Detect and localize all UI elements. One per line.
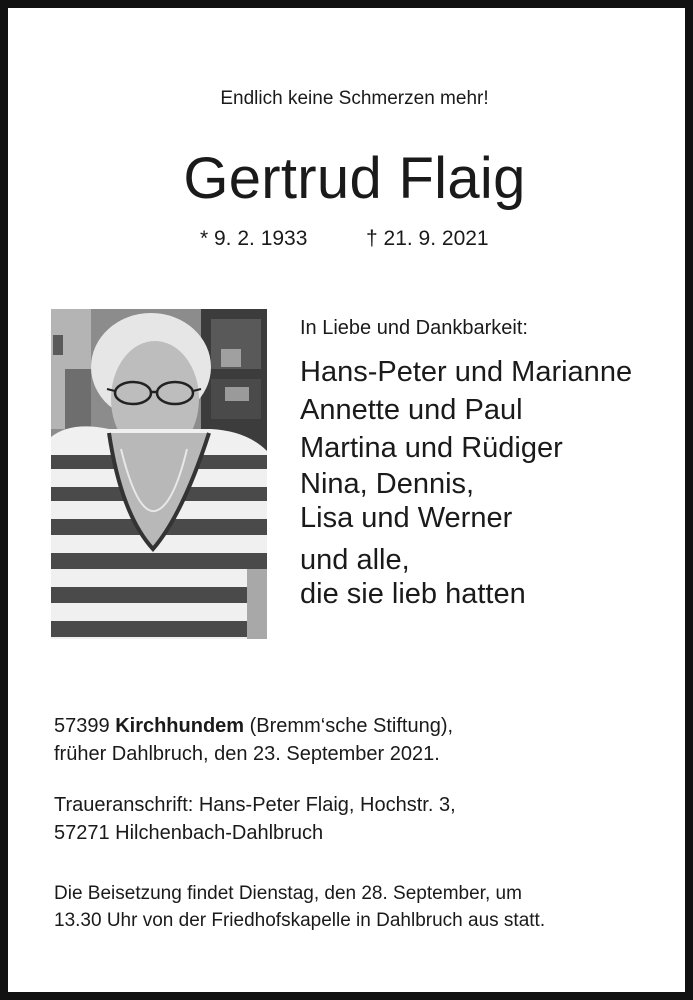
mourner-line: Annette und Paul — [300, 394, 523, 426]
mourning-address — [54, 791, 456, 847]
mourners-list — [300, 353, 632, 611]
mourner-line: Hans-Peter und Marianne — [300, 356, 633, 388]
place-rest: (Bremm‘sche Stiftung), — [244, 715, 454, 737]
death-date: † 21. 9. 2021 — [366, 227, 489, 250]
place-date — [54, 712, 453, 768]
funeral-line: Die Beisetzung findet Dienstag, den 28. September, um — [54, 883, 522, 904]
deceased-name: Gertrud Flaig — [183, 146, 526, 211]
spacer — [300, 535, 632, 543]
others-line: die sie lieb hatten — [300, 578, 526, 610]
postcode: 57399 — [54, 715, 110, 737]
mourner-line: Martina und Rüdiger — [300, 432, 563, 464]
portrait-photo — [51, 309, 267, 639]
mourner-line: Lisa und Werner — [300, 502, 513, 534]
others-line: und alle, — [300, 544, 410, 576]
funeral-notice — [54, 880, 545, 934]
mourner-line: Nina, Dennis, — [300, 468, 475, 500]
thanks-intro: In Liebe und Dankbarkeit: — [300, 317, 528, 339]
birth-date: * 9. 2. 1933 — [200, 227, 308, 250]
funeral-line: 13.30 Uhr von der Friedhofskapelle in Dahlbruch aus statt. — [54, 910, 546, 931]
town: Kirchhundem — [115, 715, 245, 737]
place-line — [54, 712, 453, 740]
address-line: 57271 Hilchenbach-Dahlbruch — [54, 822, 324, 844]
address-line: Traueranschrift: Hans-Peter Flaig, Hochstr. 3, — [54, 794, 456, 816]
motto: Endlich keine Schmerzen mehr! — [220, 88, 489, 109]
date-line: früher Dahlbruch, den 23. September 2021. — [54, 743, 440, 765]
